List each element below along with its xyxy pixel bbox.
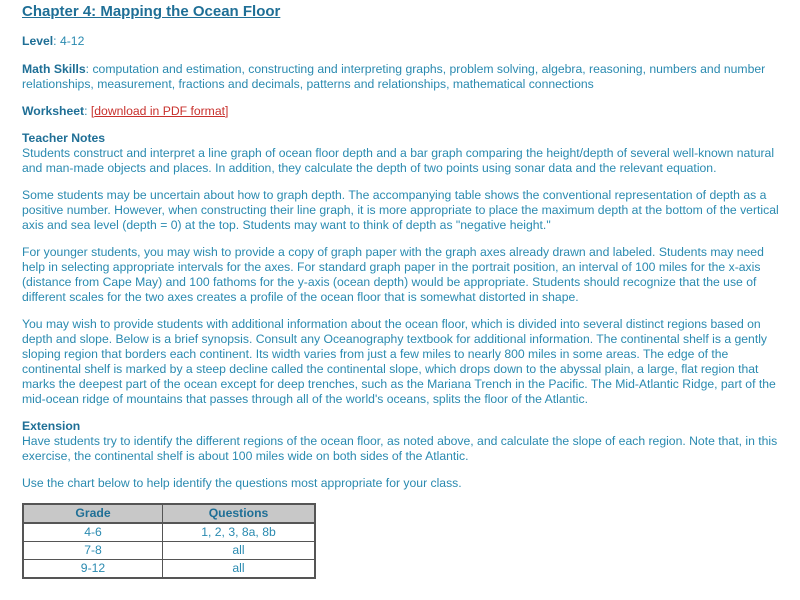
teacher-notes-paragraph-2: Some students may be uncertain about how to graph depth. The accompanying table shows the conventional representation of depth as a positive number. However, when constructing their line graph, it is more appropriate to place the maximum depth at the bottom of the vertical axis and sea level (depth = 0) at the top. Students may want to think of depth as "negative height." — [22, 188, 779, 232]
worksheet-line — [22, 104, 782, 119]
math-skills-line — [22, 62, 782, 92]
bracket-open: [ — [90, 104, 95, 118]
teacher-notes-paragraph-1: Students construct and interpret a line graph of ocean floor depth and a bar graph comparing the height/depth of several well-known natural and man-made objects and places. In addition, they calculate the depth of two points using sonar data and the relevant equation. — [22, 146, 775, 175]
teacher-notes-paragraph-4: You may wish to provide students with additional information about the ocean floor, which is divided into several distinct regions based on depth and slope. Below is a brief synopsis. Consult any Oceanography textbook for additional information. The continental shelf is a gently sloping region that borders each continent. Its width varies from just a few miles to nearly 800 miles in some areas. The edge of the continental shelf is marked by a steep decline called the continental slope, which drops down to the abyssal plain, a large, flat region that marks the deepest part of the ocean except for deep trenches, such as the Mariana Trench in the Pacific. The Mid-Atlantic Ridge, part of the mid-ocean ridge of mountains that passes through all of the world's oceans, splits the floor of the Atlantic. — [22, 317, 776, 406]
level-line — [22, 34, 782, 49]
questions-cell: 1, 2, 3, 8a, 8b — [163, 523, 316, 542]
grade-cell: 9-12 — [23, 560, 163, 579]
questions-cell: all — [163, 542, 316, 560]
chapter-title-link[interactable]: Chapter 4: Mapping the Ocean Floor — [22, 3, 281, 20]
worksheet-separator: : — [84, 104, 91, 118]
grade-cell: 4-6 — [23, 523, 163, 542]
extension-paragraph-2: Use the chart below to help identify the questions most appropriate for your class. — [22, 476, 462, 490]
teacher-notes-heading: Teacher Notes — [22, 131, 106, 145]
table-row — [23, 542, 315, 560]
bracket-close: ] — [225, 104, 229, 118]
grade-questions-table — [22, 503, 316, 579]
math-skills-value: computation and estimation, constructing and interpreting graphs, problem solving, algebra, reasoning, numbers and number relationships, measurement, fractions and decimals, patterns and relationships, mathematical connections — [22, 62, 766, 91]
header-grade: Grade — [23, 504, 163, 523]
table-row — [23, 560, 315, 579]
header-questions: Questions — [163, 504, 316, 523]
table-row — [23, 523, 315, 542]
level-value: 4-12 — [59, 34, 85, 48]
extension-paragraph-1: Have students try to identify the different regions of the ocean floor, as noted above, and calculate the slope of each region. Note that, in this exercise, the continental shelf is about 100 miles wide on both sides of the Atlantic. — [22, 434, 778, 463]
math-skills-separator: : — [85, 62, 93, 76]
grade-cell: 7-8 — [23, 542, 163, 560]
level-label: Level — [22, 34, 54, 48]
download-pdf-link[interactable]: download in PDF format — [94, 104, 226, 118]
teacher-notes-paragraph-3: For younger students, you may wish to provide a copy of graph paper with the graph axes already drawn and labeled. Students may need help in selecting appropriate intervals for the axes. For standard graph paper in the portrait position, an interval of 100 miles for the x-axis (distance from Cape May) and 100 fathoms for the y-axis (ocean depth) would be appropriate. Students should recognize that the use of different scales for the two axes creates a profile of the ocean floor that is somewhat distorted in shape. — [22, 245, 764, 304]
worksheet-label: Worksheet — [22, 104, 85, 118]
extension-heading: Extension — [22, 419, 81, 433]
math-skills-label: Math Skills — [22, 62, 86, 76]
table-header-row — [23, 504, 315, 523]
level-separator: : — [53, 34, 60, 48]
questions-cell: all — [163, 560, 316, 579]
